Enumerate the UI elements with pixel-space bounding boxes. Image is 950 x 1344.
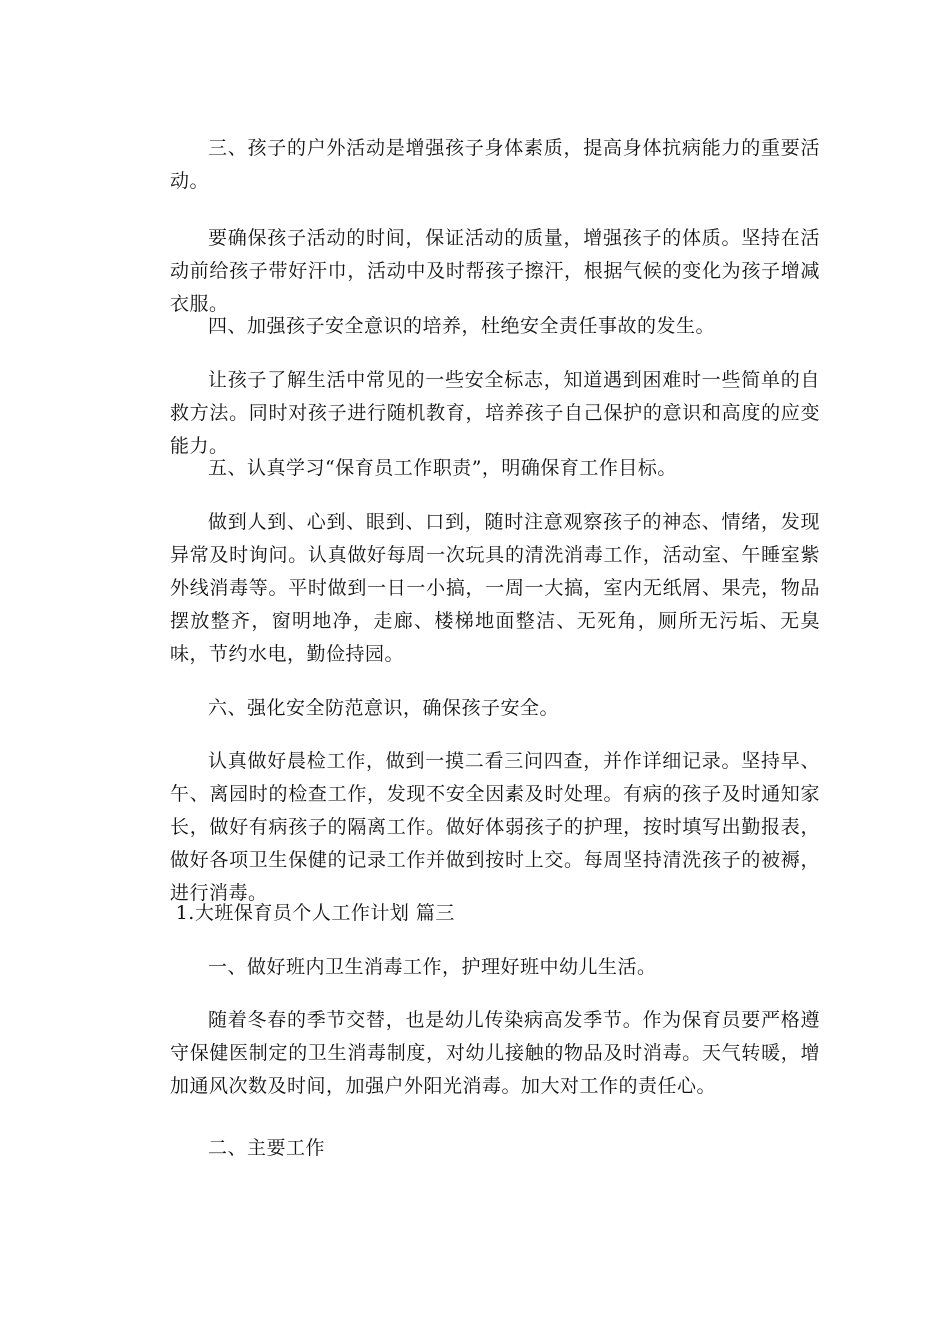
- paragraph-main-work-heading: 二、主要工作: [208, 1137, 326, 1159]
- section-title-plan-three: 1.大班保育员个人工作计划 篇三: [175, 902, 455, 924]
- paragraph-outdoor-activity-heading: 三、孩子的户外活动是增强孩子身体素质，提高身体抗病能力的重要活动。: [170, 137, 820, 192]
- paragraph-safety-prevention-heading: 六、强化安全防范意识，确保孩子安全。: [208, 697, 560, 719]
- paragraph-hygiene-heading: 一、做好班内卫生消毒工作，护理好班中幼儿生活。: [208, 956, 657, 978]
- paragraph-safety-awareness-body: 让孩子了解生活中常见的一些安全标志，知道遇到困难时一些简单的自救方法。同时对孩子进行随机教育，培养孩子自己保护的意识和高度的应变能力。: [170, 369, 820, 457]
- paragraph-hygiene-body: 随着冬春的季节交替，也是幼儿传染病高发季节。作为保育员要严格遵守保健医制定的卫生消毒制度，对幼儿接触的物品及时消毒。天气转暖，增加通风次数及时间，加强户外阳光消毒。加大对工作的责任心。: [170, 1009, 820, 1097]
- paragraph-safety-awareness-heading: 四、加强孩子安全意识的培养，杜绝安全责任事故的发生。: [208, 315, 716, 337]
- paragraph-safety-prevention-body: 认真做好晨检工作，做到一摸二看三问四查，并作详细记录。坚持早、午、离园时的检查工作，发现不安全因素及时处理。有病的孩子及时通知家长，做好有病孩子的隔离工作。做好体弱孩子的护理，按时填写出勤报表，做好各项卫生保健的记录工作并做到按时上交。每周坚持清洗孩子的被褥，进行消毒。: [170, 750, 820, 904]
- paragraph-outdoor-activity-body: 要确保孩子活动的时间，保证活动的质量，增强孩子的体质。坚持在活动前给孩子带好汗巾，活动中及时帮孩子擦汗，根据气候的变化为孩子增减衣服。: [170, 227, 820, 315]
- paragraph-duties-body: 做到人到、心到、眼到、口到，随时注意观察孩子的神态、情绪，发现异常及时询问。认真做好每周一次玩具的清洗消毒工作，活动室、午睡室紫外线消毒等。平时做到一日一小搞，一周一大搞，室内无纸屑、果壳，物品摆放整齐，窗明地净，走廊、楼梯地面整洁、无死角，厕所无污垢、无臭味，节约水电，勤俭持园。: [170, 511, 820, 665]
- paragraph-duties-heading: 五、认真学习“保育员工作职责”，明确保育工作目标。: [208, 457, 677, 479]
